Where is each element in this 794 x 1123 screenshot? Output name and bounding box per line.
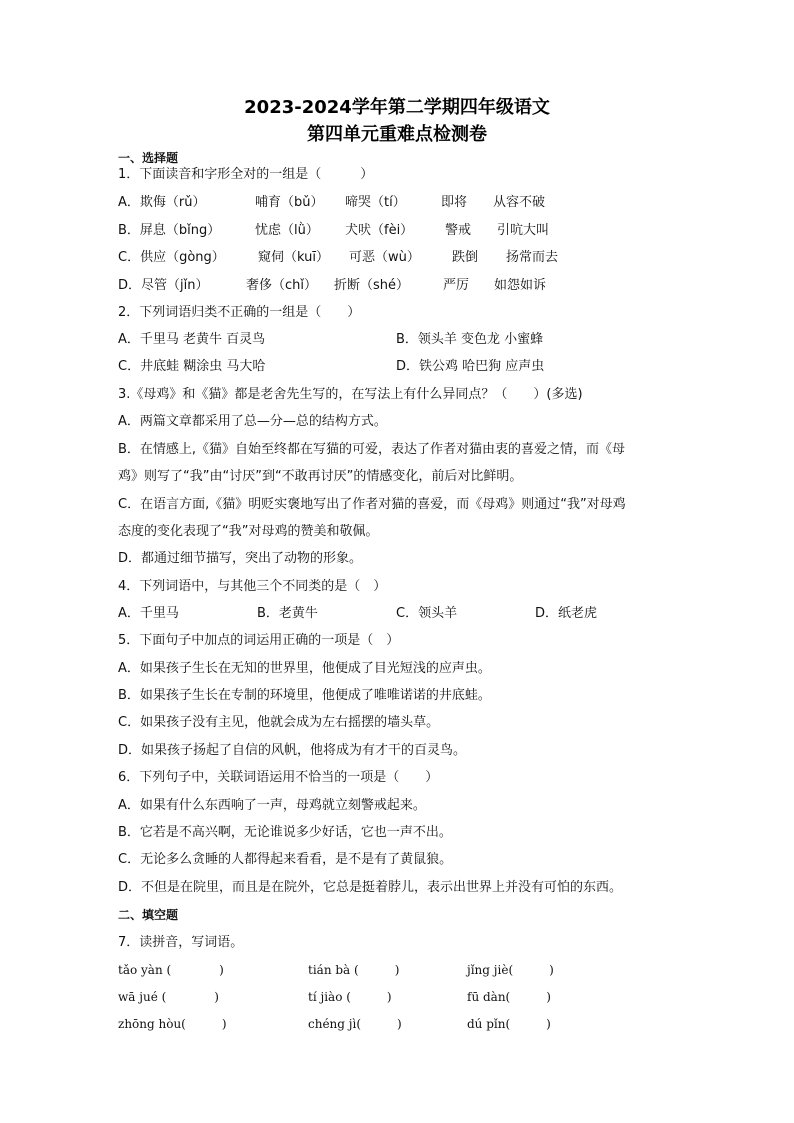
question-3-stem: 3.《母鸡》和《猫》都是老舍先生写的，在写法上有什么异同点？（ ）(多选) bbox=[118, 387, 583, 402]
q6-option-a: A．如果有什么东西响了一声，母鸡就立刻警戒起来。 bbox=[118, 798, 426, 813]
q1-option-a-word5: 从容不破 bbox=[493, 195, 546, 210]
q7-pinyin-item: fū dàn( ) bbox=[467, 990, 551, 1004]
q5-option-a: A．如果孩子生长在无知的世界里，他便成了目光短浅的应声虫。 bbox=[118, 661, 491, 676]
question-5-stem: 5．下面句子中加点的词运用正确的一项是（ ） bbox=[118, 633, 400, 648]
q3-option-b-line2: 鸡》则写了“我”由“讨厌”到“不敢再讨厌”的情感变化，前后对比鲜明。 bbox=[118, 469, 523, 484]
q1-option-d-word1: D．尽管（jǐn） bbox=[118, 278, 209, 293]
q1-option-c-word2: 窥伺（kuī） bbox=[258, 250, 329, 265]
question-6-stem: 6．下列句子中，关联词语运用不恰当的一项是（ ） bbox=[118, 770, 439, 785]
q3-option-d: D．都通过细节描写，突出了动物的形象。 bbox=[118, 551, 363, 566]
q3-option-a: A．两篇文章都采用了总—分—总的结构方式。 bbox=[118, 414, 387, 429]
q1-option-b-word5: 引吭大叫 bbox=[497, 223, 550, 238]
q2-option-a: A．千里马 老黄牛 百灵鸟 bbox=[118, 332, 266, 347]
q3-option-c-line2: 态度的变化表现了“我”对母鸡的赞美和敬佩。 bbox=[118, 524, 379, 539]
q1-option-b-word1: B．屏息（bǐng） bbox=[118, 223, 221, 238]
exam-title-line1: 2023-2024学年第二学期四年级语文 bbox=[244, 97, 550, 118]
q1-option-c-word5: 扬常而去 bbox=[506, 250, 559, 265]
q3-option-c-line1: C．在语言方面,《猫》明贬实褒地写出了作者对猫的喜爱，而《母鸡》则通过“我”对母鸡 bbox=[118, 497, 626, 512]
q6-option-c: C．无论多么贪睡的人都得起来看看，是不是有了黄鼠狼。 bbox=[118, 852, 453, 867]
question-1-stem: 1．下面读音和字形全对的一组是（ ） bbox=[118, 167, 374, 182]
q2-option-d: D．铁公鸡 哈巴狗 应声虫 bbox=[396, 359, 545, 374]
q1-option-c-word4: 跌倒 bbox=[452, 250, 479, 265]
q4-option-d: D．纸老虎 bbox=[535, 606, 598, 621]
q3-option-b-line1: B．在情感上,《猫》自始至终都在写猫的可爱，表达了作者对猫由衷的喜爱之情，而《母 bbox=[118, 442, 626, 457]
q1-option-b-word2: 忧虑（lǜ） bbox=[255, 223, 319, 238]
q5-option-b: B．如果孩子生长在专制的环境里，他便成了唯唯诺诺的井底蛙。 bbox=[118, 688, 491, 703]
q4-option-b: B．老黄牛 bbox=[257, 606, 318, 621]
q7-pinyin-item: wā jué ( ) bbox=[118, 990, 219, 1004]
q4-option-a: A．千里马 bbox=[118, 606, 179, 621]
q5-option-d: D．如果孩子扬起了自信的风帆，他将成为有才干的百灵鸟。 bbox=[118, 743, 467, 758]
q7-pinyin-item: tián bà ( ) bbox=[308, 963, 400, 977]
q1-option-b-word4: 警戒 bbox=[445, 223, 472, 238]
q7-pinyin-item: tí jiào ( ) bbox=[308, 990, 392, 1004]
q1-option-d-word3: 折断（shé） bbox=[334, 278, 410, 293]
section-heading-fill: 二、填空题 bbox=[118, 908, 179, 922]
q1-option-c-word3: 可恶（wù） bbox=[349, 250, 420, 265]
q5-option-c: C．如果孩子没有主见，他就会成为左右摇摆的墙头草。 bbox=[118, 715, 440, 730]
q6-option-b: B．它若是不高兴啊，无论谁说多少好话，它也一声不出。 bbox=[118, 825, 452, 840]
q7-pinyin-item: zhōng hòu( ) bbox=[118, 1017, 227, 1031]
question-7-stem: 7．读拼音，写词语。 bbox=[118, 935, 244, 950]
q2-option-b: B．领头羊 变色龙 小蜜蜂 bbox=[396, 332, 544, 347]
q2-option-c: C．井底蛙 糊涂虫 马大哈 bbox=[118, 359, 266, 374]
q1-option-a-word4: 即将 bbox=[441, 195, 468, 210]
q7-pinyin-item: dú pǐn( ) bbox=[467, 1017, 551, 1031]
q6-option-d: D．不但是在院里，而且是在院外，它总是挺着脖儿，表示出世界上并没有可怕的东西。 bbox=[118, 880, 623, 895]
q1-option-d-word2: 奢侈（chǐ） bbox=[246, 278, 317, 293]
q7-pinyin-item: tǎo yàn ( ) bbox=[118, 963, 224, 977]
q1-option-c-word1: C．供应（gòng） bbox=[118, 250, 225, 265]
q1-option-a-word1: A．欺侮（rǔ） bbox=[118, 195, 206, 210]
q7-pinyin-item: chéng jì( ) bbox=[308, 1017, 402, 1031]
q1-option-b-word3: 犬吠（fèi） bbox=[345, 223, 414, 238]
q1-option-d-word5: 如怨如诉 bbox=[494, 278, 547, 293]
exam-title-line2: 第四单元重难点检测卷 bbox=[307, 124, 487, 145]
question-4-stem: 4．下列词语中，与其他三个不同类的是（ ） bbox=[118, 579, 387, 594]
section-heading-choice: 一、选择题 bbox=[118, 151, 179, 165]
q1-option-d-word4: 严厉 bbox=[443, 278, 470, 293]
q1-option-a-word3: 啼哭（tí） bbox=[345, 195, 406, 210]
q4-option-c: C．领头羊 bbox=[396, 606, 458, 621]
q7-pinyin-item: jǐng jiè( ) bbox=[467, 963, 554, 977]
question-2-stem: 2．下列词语归类不正确的一组是（ ） bbox=[118, 305, 361, 320]
q1-option-a-word2: 哺育（bǔ） bbox=[255, 195, 324, 210]
